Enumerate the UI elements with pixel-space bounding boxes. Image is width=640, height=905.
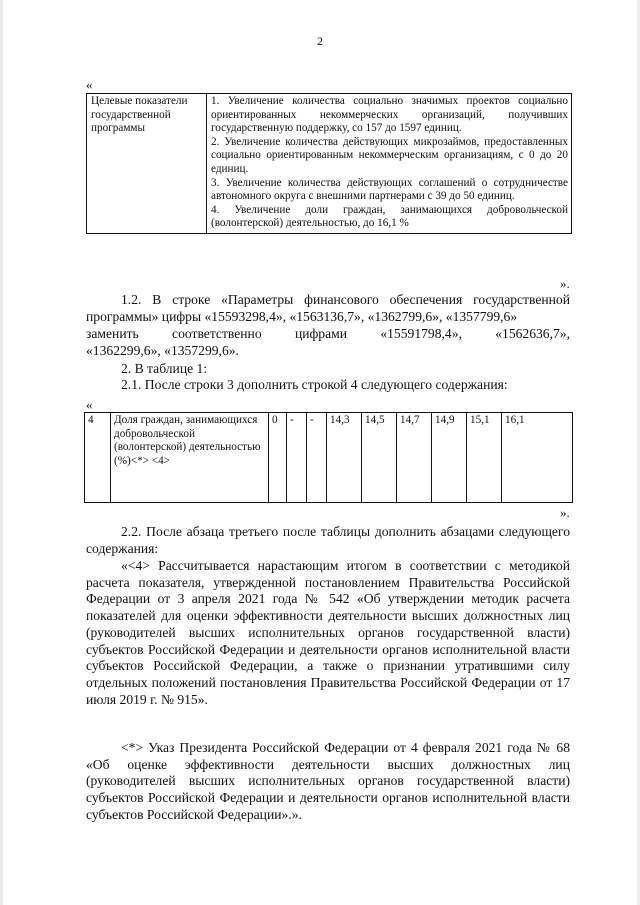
footnote-star-paragraph: <*> Указ Президента Российской Федерации от 4 февраля 2021 года № 68 «Об оценке эффективности деятельности высших должностных лиц (руководителей высших исполнительных органов государственной власти) субъектов Российской Федерации и деятельности органов исполнительной власти субъектов Российской Федерации».».: [86, 740, 570, 822]
paragraph-1-2: 1.2. В строке «Параметры финансового обеспечения государственной программы» цифры «15593298,4», «1563136,7», «1362799,6», «1357799,6»: [86, 292, 570, 324]
target-indicators-table: [86, 93, 572, 234]
row-number-cell: 4: [85, 413, 111, 503]
paragraph-2: 2. В таблице 1:: [121, 361, 208, 376]
indicator-table: [84, 412, 573, 503]
list-item: 4. Увеличение доли граждан, занимающихся добровольческой (волонтерской) деятельностью, до 16,1 %: [211, 203, 568, 230]
value-cell: 14,7: [397, 413, 432, 503]
page-edge: [0, 0, 3, 905]
table-cell-label: Целевые показатели государственной программы: [87, 94, 207, 234]
paragraph-2-1: 2.1. После строки 3 дополнить строкой 4 следующего содержания:: [121, 377, 508, 392]
list-item: 3. Увеличение количества действующих соглашений о сотрудничестве автономного округа с внешними партнерами с 39 до 50 единиц.: [211, 176, 568, 203]
close-quote: ».: [560, 276, 570, 291]
indicator-name-cell: Доля граждан, занимающихся добровольческой (волонтерской) деятельностью (%)<*> <4>: [111, 413, 269, 503]
value-cell: 14,5: [362, 413, 397, 503]
open-quote: «: [86, 77, 93, 92]
list-item: 1. Увеличение количества социально значимых проектов социально ориентированных некоммерческих организаций, получивших государственную поддержку, со 157 до 1597 единиц.: [211, 95, 568, 135]
table-row: [87, 94, 572, 234]
close-quote: ».: [560, 505, 570, 520]
value-cell: 14,9: [432, 413, 467, 503]
list-item: 2. Увеличение количества действующих микрозаймов, предоставленных социально ориентированным некоммерческим организациям, с 0 до 20 единиц.: [211, 135, 568, 175]
page-number: 2: [317, 34, 323, 48]
paragraph-2-2: 2.2. После абзаца третьего после таблицы дополнить абзацами следующего содержания:: [86, 524, 570, 556]
paragraph-1-2-cont: заменить соответственно цифрами «15591798,4», «1562636,7»,: [86, 326, 570, 341]
open-quote: «: [86, 397, 93, 412]
table-cell-items: [207, 94, 572, 234]
table-row: [85, 413, 573, 503]
value-cell: -: [307, 413, 327, 503]
value-cell: -: [287, 413, 307, 503]
value-cell: 14,3: [327, 413, 362, 503]
value-cell: 0: [269, 413, 287, 503]
value-cell: 16,1: [502, 413, 573, 503]
value-cell: 15,1: [467, 413, 502, 503]
paragraph-1-2-end: «1362299,6», «1357299,6».: [86, 343, 239, 358]
footnote-4-paragraph: «<4> Рассчитывается нарастающим итогом в соответствии с методикой расчета показателя, утвержденной постановлением Правительства Российской Федерации от 3 апреля 2021 года № 542 «Об утверждении методик расчета показателей для оценки эффективности деятельности высших должностных лиц (руководителей высших исполнительных органов государственной власти) субъектов Российской Федерации и деятельности органов исполнительной власти субъектов Российской Федерации, а также о признании утратившими силу отдельных положений постановления Правительства Российской Федерации от 17 июля 2019 г. № 915».: [86, 558, 570, 707]
